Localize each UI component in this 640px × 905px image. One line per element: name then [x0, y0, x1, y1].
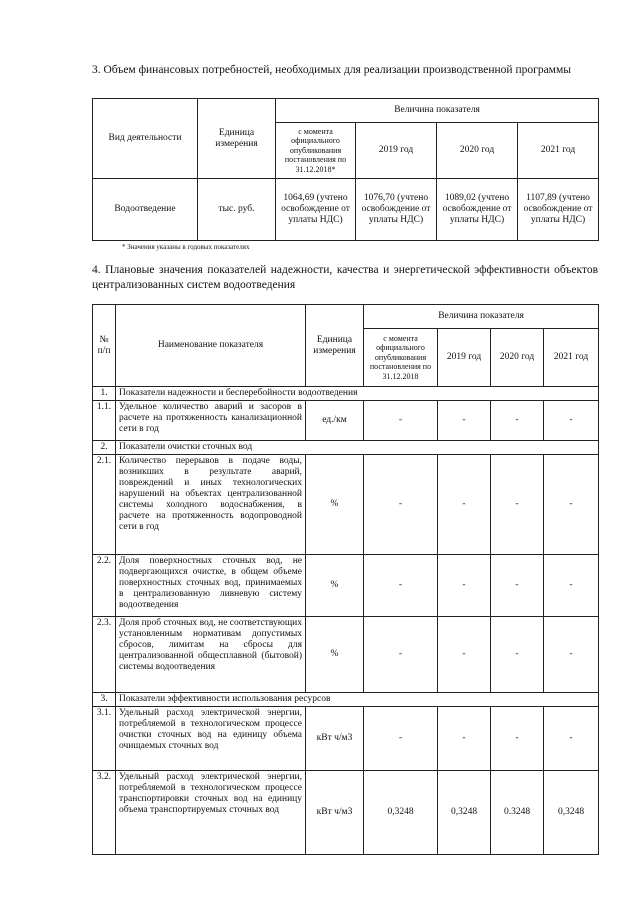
row-value: -: [364, 707, 438, 771]
row-unit: кВт ч/м3: [306, 707, 364, 771]
header-period-2019: 2019 год: [356, 123, 437, 179]
header-period-2021: 2021 год: [544, 329, 599, 387]
row-unit: кВт ч/м3: [306, 771, 364, 855]
row-value: -: [544, 401, 599, 441]
header-unit: Единица измерения: [198, 99, 276, 179]
row-value: -: [438, 707, 491, 771]
row-name: Удельный расход электрической энергии, потребляемой в технологическом процессе очистки сточных вод на единицу объема очищаемых сточных вод: [116, 707, 306, 771]
row-value-initial: 1064,69 (учтено освобождение от уплаты НДС): [276, 179, 356, 241]
row-value: -: [544, 617, 599, 693]
table-row: [93, 707, 599, 771]
table-row: [93, 771, 599, 855]
section-num: 2.: [93, 441, 116, 455]
section-4-heading: 4. Плановые значения показателей надежности, качества и энергетической эффективности объектов централизованных систем водоотведения: [92, 264, 598, 291]
row-value-2020: 1089,02 (учтено освобождение от уплаты НДС): [437, 179, 518, 241]
row-num: 2.2.: [93, 555, 116, 617]
row-num: 3.2.: [93, 771, 116, 855]
row-value-2019: 1076,70 (учтено освобождение от уплаты НДС): [356, 179, 437, 241]
row-value: -: [544, 455, 599, 555]
section-row: [93, 693, 599, 707]
header-period-2020: 2020 год: [437, 123, 518, 179]
row-value: -: [491, 455, 544, 555]
row-value: 0,3248: [438, 771, 491, 855]
row-value: -: [491, 707, 544, 771]
row-name: Удельное количество аварий и засоров в расчете на протяженность канализационной сети в год: [116, 401, 306, 441]
row-unit: %: [306, 617, 364, 693]
section-title: Показатели очистки сточных вод: [116, 441, 599, 455]
row-value: -: [438, 555, 491, 617]
row-value: -: [364, 617, 438, 693]
row-num: 1.1.: [93, 401, 116, 441]
header-num: № п/п: [93, 305, 116, 387]
section-row: [93, 441, 599, 455]
row-value: -: [364, 455, 438, 555]
row-unit: ед./км: [306, 401, 364, 441]
row-name: Удельный расход электрической энергии, потребляемой в технологическом процессе транспортировки сточных вод на единицу объема транспортируемых сточных вод: [116, 771, 306, 855]
row-unit: %: [306, 455, 364, 555]
row-activity: Водоотведение: [93, 179, 198, 241]
section-row: [93, 387, 599, 401]
header-value: Величина показателя: [364, 305, 599, 329]
row-value: 0.3248: [491, 771, 544, 855]
header-period-2019: 2019 год: [438, 329, 491, 387]
indicators-table: [92, 304, 599, 855]
header-period-2021: 2021 год: [518, 123, 599, 179]
row-num: 3.1.: [93, 707, 116, 771]
table-row: [93, 617, 599, 693]
header-unit: Единица измерения: [306, 305, 364, 387]
row-value: 0,3248: [544, 771, 599, 855]
row-num: 2.1.: [93, 455, 116, 555]
header-name: Наименование показателя: [116, 305, 306, 387]
section-title: Показатели эффективности использования ресурсов: [116, 693, 599, 707]
row-value: -: [364, 401, 438, 441]
table-row: [93, 455, 599, 555]
header-activity: Вид деятельности: [93, 99, 198, 179]
row-value: 0,3248: [364, 771, 438, 855]
row-name: Количество перерывов в подаче воды, возникших в результате аварий, повреждений и иных технологических нарушений на объектах централизованной системы холодного водоснабжения, в расчете на протяженность водопроводной сети в год: [116, 455, 306, 555]
header-period-initial: с момента официального опубликования постановления по 31.12.2018: [364, 329, 438, 387]
row-num: 2.3.: [93, 617, 116, 693]
row-value: -: [491, 401, 544, 441]
header-value: Величина показателя: [276, 99, 599, 123]
section-title: Показатели надежности и бесперебойности водоотведения: [116, 387, 599, 401]
row-value: -: [491, 617, 544, 693]
row-name: Доля проб сточных вод, не соответствующих установленным нормативам допустимых сбросов, лимитам на сбросы для централизованной общесплавной (бытовой) системы водоотведения: [116, 617, 306, 693]
section-3-heading: 3. Объем финансовых потребностей, необходимых для реализации производственной программы: [92, 64, 571, 76]
table-row: [93, 401, 599, 441]
row-unit: %: [306, 555, 364, 617]
header-period-initial: с момента официального опубликования постановления по 31.12.2018*: [276, 123, 356, 179]
row-name: Доля поверхностных сточных вод, не подвергающихся очистке, в общем объеме поверхностных сточных вод, принимаемых в централизованную ливневую систему водоотведения: [116, 555, 306, 617]
row-value: -: [544, 555, 599, 617]
section-num: 1.: [93, 387, 116, 401]
row-unit: тыс. руб.: [198, 179, 276, 241]
row-value: -: [491, 555, 544, 617]
row-value: -: [438, 401, 491, 441]
row-value: -: [544, 707, 599, 771]
row-value: -: [364, 555, 438, 617]
header-period-2020: 2020 год: [491, 329, 544, 387]
footnote: * Значения указаны в годовых показателях: [122, 243, 250, 251]
financial-needs-table: [92, 98, 599, 241]
row-value-2021: 1107,89 (учтено освобождение от уплаты НДС): [518, 179, 599, 241]
section-num: 3.: [93, 693, 116, 707]
table-row: [93, 555, 599, 617]
row-value: -: [438, 455, 491, 555]
row-value: -: [438, 617, 491, 693]
